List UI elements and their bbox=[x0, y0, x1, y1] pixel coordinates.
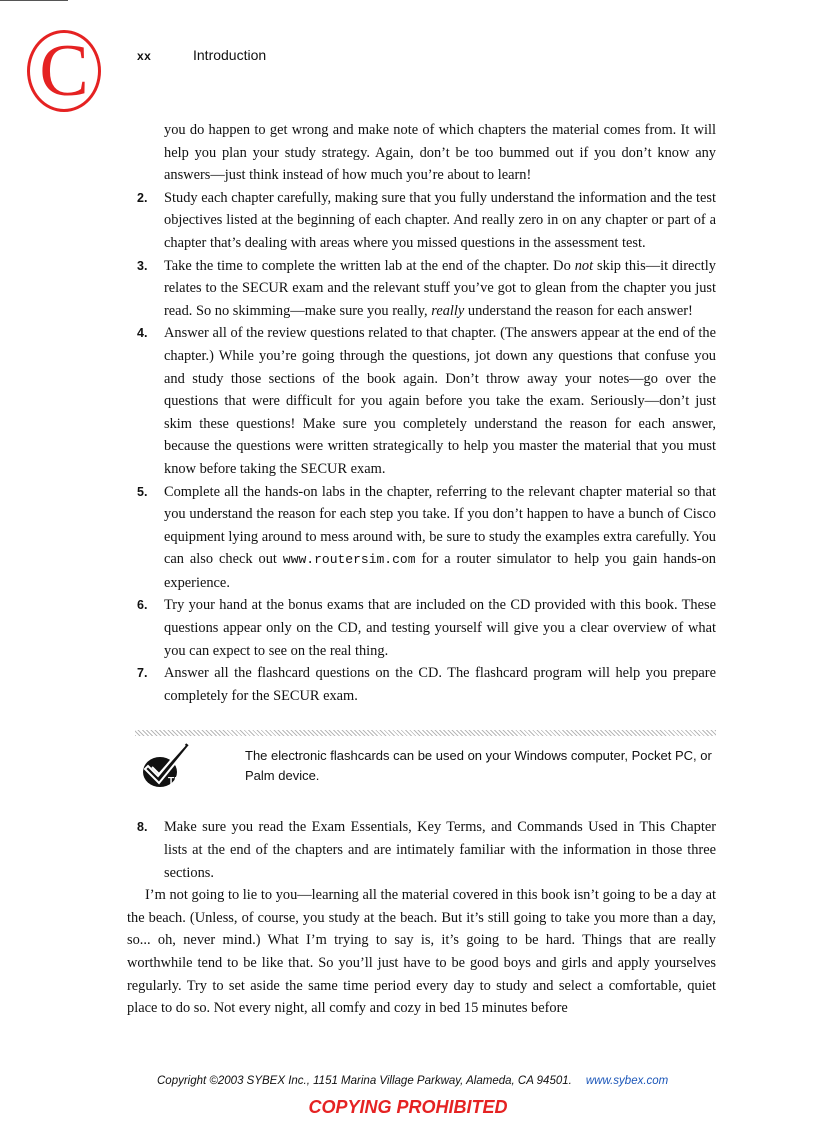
copying-prohibited-notice: COPYING PROHIBITED bbox=[308, 1097, 508, 1117]
item-text: Study each chapter carefully, making sure that you fully understand the information and the test objectives listed at the beginning of each chapter. And really zero in on any chapter or part of a chapter that’s dealing with areas where you missed questions in the assessment test. bbox=[164, 189, 716, 251]
list-item bbox=[137, 662, 716, 707]
item-text bbox=[164, 255, 716, 323]
item-number: 6. bbox=[137, 598, 148, 613]
page-number: xx bbox=[137, 49, 152, 63]
closing-paragraph-block bbox=[127, 884, 716, 1020]
list-item bbox=[137, 816, 716, 884]
emphasis: really bbox=[431, 302, 465, 319]
list-item bbox=[137, 481, 716, 595]
tip-box bbox=[137, 730, 716, 790]
list-item bbox=[137, 187, 716, 255]
text-run: Complete all the hands-on labs in the chapter, referring to the relevant chapter material so that you understand the reason for each step you take. If you don’t happen to have a bunch of Cisco equipment lying around to mess around with, be sure to study the examples extra carefully. You can also check out bbox=[164, 483, 716, 568]
list-item bbox=[137, 594, 716, 662]
chapter-title: Introduction bbox=[193, 47, 267, 63]
tip-text: The electronic flashcards can be used on your Windows computer, Pocket PC, or Palm device. bbox=[245, 748, 712, 784]
closing-paragraph: I’m not going to lie to you—learning all the material covered in this book isn’t going to be a day at the beach. (Unless, of course, you study at the beach. But it’s still going to take you more than a day, so... oh, never mind.) What I’m trying to say is, it’s going to be hard. Things that are really worthwhile tend to be like that. So you’ll just have to be good boys and girls and apply yourselves regularly. Try to set aside the same time period every day to study and select a comfortable, quiet place to do so. Not every night, all comfy and cozy in bed 15 minutes before bbox=[127, 887, 716, 1017]
text-run: Take the time to complete the written lab at the end of the chapter. Do bbox=[164, 257, 575, 274]
item-text: Answer all of the review questions related to that chapter. (The answers appear at the end of the chapter.) While you’re going through the questions, jot down any questions that confuse you and study those sections of the book again. Don’t throw away your notes—go over the questions that were difficult for you again before you take the exam. Seriously—don’t just skim these questions! Make sure you completely understand the reason for each answer, because the questions were written strategically to help you master the material that you must know before taking the SECUR exam. bbox=[164, 325, 716, 477]
copyright-letter: C bbox=[39, 30, 89, 112]
tip-icon-label: TIP bbox=[168, 776, 184, 788]
item-number: 4. bbox=[137, 326, 148, 341]
tip-checkmark-icon bbox=[140, 736, 196, 792]
item-number: 8. bbox=[137, 820, 148, 835]
page-body bbox=[127, 119, 717, 1020]
copyright-text: Copyright ©2003 SYBEX Inc., 1151 Marina Village Parkway, Alameda, CA 94501. bbox=[157, 1075, 572, 1087]
tip-rule bbox=[135, 730, 716, 736]
text-run: for a router simulator to help you gain hands-on experience. bbox=[164, 551, 717, 591]
item-number: 2. bbox=[137, 190, 148, 205]
top-rule bbox=[0, 0, 68, 1]
item-text: Answer all the flashcard questions on the CD. The flashcard program will help you prepare completely for the SECUR exam. bbox=[164, 665, 716, 704]
item-number: 5. bbox=[137, 484, 148, 499]
item-text: Make sure you read the Exam Essentials, Key Terms, and Commands Used in This Chapter lists at the end of the chapters and are intimately familiar with the information in those three sections. bbox=[164, 819, 716, 881]
text-run: skip this—it directly relates to the SECUR exam and the relevant stuff you’ve got to glean from the chapter you just read. So no skimming—make sure you really, bbox=[164, 257, 716, 319]
step-1-continuation: you do happen to get wrong and make note of which chapters the material comes from. It will help you plan your study strategy. Again, don’t be too bummed out if you don’t know any answers—just think instead of how much you’re about to learn! bbox=[164, 122, 716, 184]
emphasis: not bbox=[574, 257, 594, 274]
item-number: 7. bbox=[137, 666, 148, 681]
item-text: Try your hand at the bonus exams that are included on the CD provided with this book. These questions appear only on the CD, and testing yourself will give you a clear overview of what you can expect to see on the real thing. bbox=[164, 597, 716, 659]
item-text bbox=[164, 481, 716, 595]
routersim-link[interactable]: www.routersim.com bbox=[282, 552, 416, 568]
text-run: understand the reason for each answer! bbox=[464, 302, 693, 319]
item-number: 3. bbox=[137, 258, 148, 273]
footer-copyright bbox=[157, 1075, 668, 1087]
list-item bbox=[137, 255, 716, 323]
sybex-link[interactable]: www.sybex.com bbox=[585, 1075, 669, 1087]
copyright-stamp bbox=[27, 30, 101, 112]
list-item bbox=[137, 322, 716, 480]
